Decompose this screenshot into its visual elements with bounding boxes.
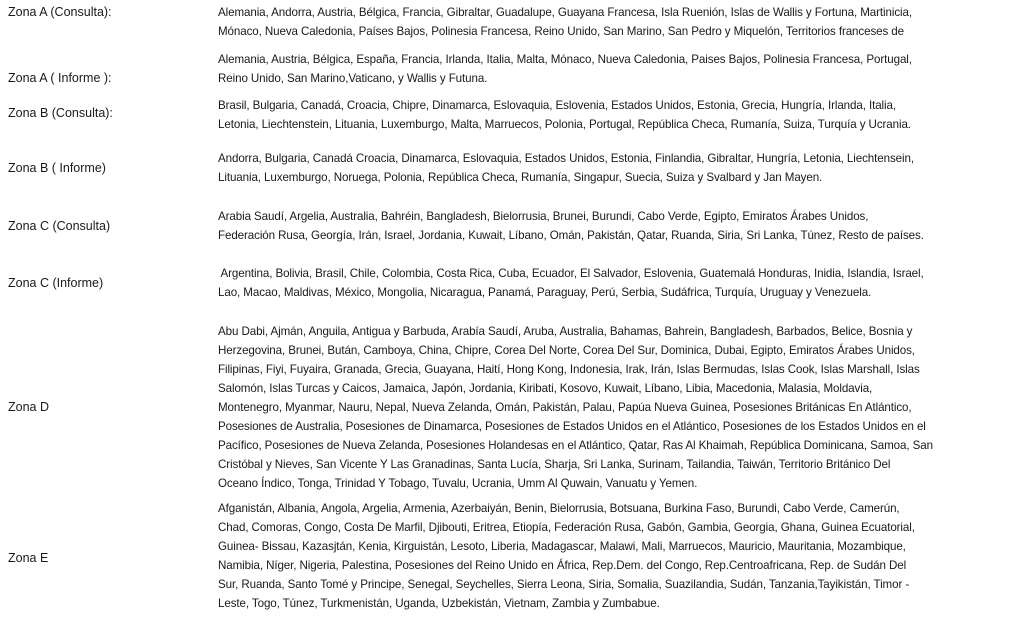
country-line: Andorra, Bulgaria, Canadá Croacia, Dinamarca, Eslovaquia, Estados Unidos, Estonia, Finlandia, Gibraltar, Hungría, Letonia, Liechtensein,: [218, 152, 914, 165]
country-line: Arabia Saudí, Argelia, Australia, Bahréin, Bangladesh, Bielorrusia, Brunei, Burundi, Cabo Verde, Egipto, Emiratos Árabes Unidos,: [218, 210, 869, 223]
country-line: Sur, Ruanda, Santo Tomé y Principe, Senegal, Seychelles, Sierra Leona, Siria, Somalia, Suazilandia, Sudán, Tanzania,Tayikistán, Timor -: [218, 578, 910, 591]
country-line: Montenegro, Myanmar, Nauru, Nepal, Nueva Zelanda, Omán, Pakistán, Palau, Papúa Nueva Guinea, Posesiones Británicas En Atlántico,: [218, 401, 912, 414]
country-line: Federación Rusa, Georgía, Irán, Israel, Jordania, Kuwait, Líbano, Omán, Pakistán, Qatar, Ruanda, Siria, Sri Lanka, Túnez, Resto de países.: [218, 229, 924, 242]
zone-countries: [218, 50, 1018, 88]
zone-countries: [218, 3, 1018, 41]
country-line: Alemania, Austria, Bélgica, España, Francia, Irlanda, Italia, Malta, Mónaco, Nueva Caledonia, Paises Bajos, Polinesia Francesa, Portugal,: [218, 53, 912, 66]
country-line: Leste, Togo, Túnez, Turkmenistán, Uganda, Uzbekistán, Vietnam, Zambia y Zumbabue.: [218, 597, 660, 610]
zone-countries: [218, 499, 1018, 613]
zone-label: Zona A (Consulta):: [8, 5, 112, 19]
country-line: Filipinas, Fiyi, Fuyaira, Granada, Grecia, Guayana, Haití, Hong Kong, Indonesia, Irak, Irán, Islas Bermudas, Islas Cook, Islas Marshall, Islas: [218, 363, 920, 376]
country-line: Afganistán, Albania, Angola, Argelia, Armenia, Azerbaiyán, Benin, Bielorrusia, Botsuana, Burkina Faso, Burundi, Cabo Verde, Camerún,: [218, 502, 900, 515]
country-line: Abu Dabi, Ajmán, Anguila, Antigua y Barbuda, Arabía Saudí, Aruba, Australia, Bahamas, Bahrein, Bangladesh, Barbados, Belice, Bosnia y: [218, 325, 913, 338]
country-line: Brasil, Bulgaria, Canadá, Croacia, Chipre, Dinamarca, Eslovaquia, Eslovenia, Estados Unidos, Estonia, Grecia, Hungría, Irlanda, Italia,: [218, 99, 896, 112]
country-line: Posesiones de Australia, Posesiones de Dinamarca, Posesiones de Estados Unidos en el Atlántico, Posesiones de los Estados Unidos en el: [218, 420, 926, 433]
zone-label: Zona E: [8, 551, 49, 565]
country-line: Letonia, Liechtenstein, Lituania, Luxemburgo, Malta, Marruecos, Polonia, Portugal, República Checa, Rumanía, Suiza, Turquía y Ucrania.: [218, 118, 911, 131]
country-line: Alemania, Andorra, Austria, Bélgica, Francia, Gibraltar, Guadalupe, Guayana Francesa, Isla Ruenión, Islas de Wallis y Fortuna, Martinicia,: [218, 6, 912, 19]
country-line: Oceano Índico, Tonga, Trinidad Y Tobago, Tuvalu, Ucrania, Umm Al Quwain, Vanuatu y Yemen.: [218, 477, 698, 490]
country-line: Cristóbal y Nieves, San Vicente Y Las Granadinas, Santa Lucía, Sharja, Sri Lanka, Surinam, Tailandia, Taiwán, Territorio Británico Del: [218, 458, 891, 471]
zone-countries: [218, 149, 1018, 187]
country-line: Herzegovina, Brunei, Bután, Camboya, China, Chipre, Corea Del Norte, Corea Del Sur, Dominica, Dubai, Egipto, Emiratos Árabes Unidos,: [218, 344, 915, 357]
country-line: Argentina, Bolivia, Brasil, Chile, Colombia, Costa Rica, Cuba, Ecuador, El Salvador, Eslovenia, Guatemalá Honduras, Inidia, Islandia, Israel,: [218, 267, 924, 280]
zone-countries: [218, 264, 1018, 302]
zone-label: Zona A ( Informe ):: [8, 71, 112, 85]
zone-countries: [218, 96, 1018, 134]
zone-countries: [218, 207, 1018, 245]
country-line: Lituania, Luxemburgo, Noruega, Polonia, República Checa, Rumanía, Singapur, Suecia, Suiza y Svalbard y Jan Mayen.: [218, 171, 823, 184]
country-line: Mónaco, Nueva Caledonia, Países Bajos, Polinesia Francesa, Reino Unido, San Marino, San Pedro y Miquelón, Territorios franceses de: [218, 25, 905, 38]
zone-label: Zona C (Informe): [8, 276, 104, 290]
country-line: Pacífico, Posesiones de Nueva Zelanda, Posesiones Holandesas en el Atlántico, Qatar, Ras Al Khaimah, República Dominicana, Samoa, San: [218, 439, 933, 452]
country-line: Namibia, Níger, Nigeria, Palestina, Posesiones del Reino Unido en África, Rep.Dem. del Congo, Rep.Centroafricana, Rep. de Sudán Del: [218, 559, 907, 572]
country-line: Salomón, Islas Turcas y Caicos, Jamaica, Japón, Jordania, Kiribati, Kosovo, Kuwait, Líbano, Libia, Macedonia, Malasia, Moldavia,: [218, 382, 873, 395]
zone-label: Zona C (Consulta): [8, 219, 111, 233]
zone-label: Zona B (Consulta):: [8, 106, 113, 120]
zone-label: Zona B ( Informe): [8, 161, 106, 175]
country-line: Guinea- Bissau, Kazasjtán, Kenia, Kirguistán, Lesoto, Liberia, Madagascar, Malawi, Mali, Marruecos, Mauricio, Mauritania, Mozambique,: [218, 540, 906, 553]
country-line: Reino Unido, San Marino,Vaticano, y Wallis y Futuna.: [218, 72, 488, 85]
country-line: Lao, Macao, Maldivas, México, Mongolia, Nicaragua, Panamá, Paraguay, Perú, Serbia, Sudáfrica, Turquía, Uruguay y Venezuela.: [218, 286, 872, 299]
zone-countries: [218, 322, 1018, 493]
country-line: Chad, Comoras, Congo, Costa De Marfil, Djibouti, Eritrea, Etiopía, Federación Rusa, Gabón, Gambia, Georgia, Ghana, Guinea Ecuatorial,: [218, 521, 915, 534]
zone-label: Zona D: [8, 400, 49, 414]
